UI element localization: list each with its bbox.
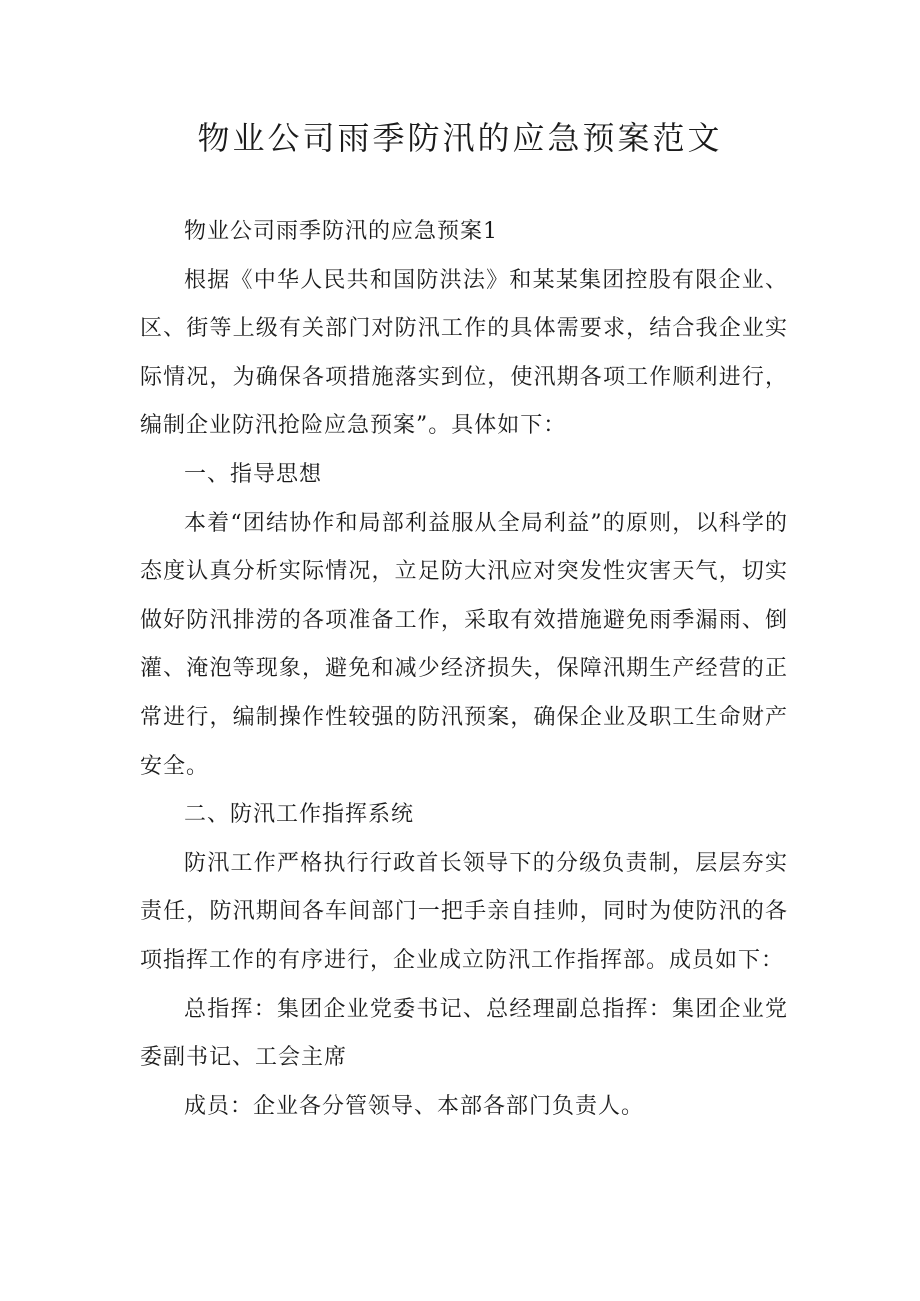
paragraph-members: 成员：企业各分管领导、本部各部门负责人。 [184, 1093, 645, 1119]
paragraph-guiding-thought: 本着“团结协作和局部利益服从全局利益”的原则，以科学的态度认真分析实际情况，立足防大汛应对突发性灾害天气，切实做好防汛排涝的各项准备工作，采取有效措施避免雨季漏雨、倒灌、淹泡等现象，避免和减少经济损失，保障汛期生产经营的正常进行，编制操作性较强的防汛预案，确保企业及职工生命财产安全。 [140, 510, 788, 779]
paragraph-commanders: 总指挥：集团企业党委书记、总经理副总指挥：集团企业党委副书记、工会主席 [140, 996, 788, 1071]
document-title: 物业公司雨季防汛的应急预案范文 [197, 119, 723, 157]
document-body [140, 208, 788, 1131]
section-heading-command-system: 二、防汛工作指挥系统 [184, 802, 415, 828]
paragraph-command-system: 防汛工作严格执行行政首长领导下的分级负责制，层层夯实责任，防汛期间各车间部门一把手亲自挂帅，同时为使防汛的各项指挥工作的有序进行，企业成立防汛工作指挥部。成员如下： [140, 850, 788, 973]
section-heading-plan-1: 物业公司雨季防汛的应急预案1 [184, 219, 498, 244]
section-heading-guiding-thought: 一、指导思想 [184, 461, 323, 487]
paragraph-intro: 根据《中华人民共和国防洪法》和某某集团控股有限企业、区、街等上级有关部门对防汛工作的具体需要求，结合我企业实际情况，为确保各项措施落实到位，使汛期各项工作顺利进行，编制企业防汛抢险应急预案”。具体如下： [140, 267, 788, 439]
